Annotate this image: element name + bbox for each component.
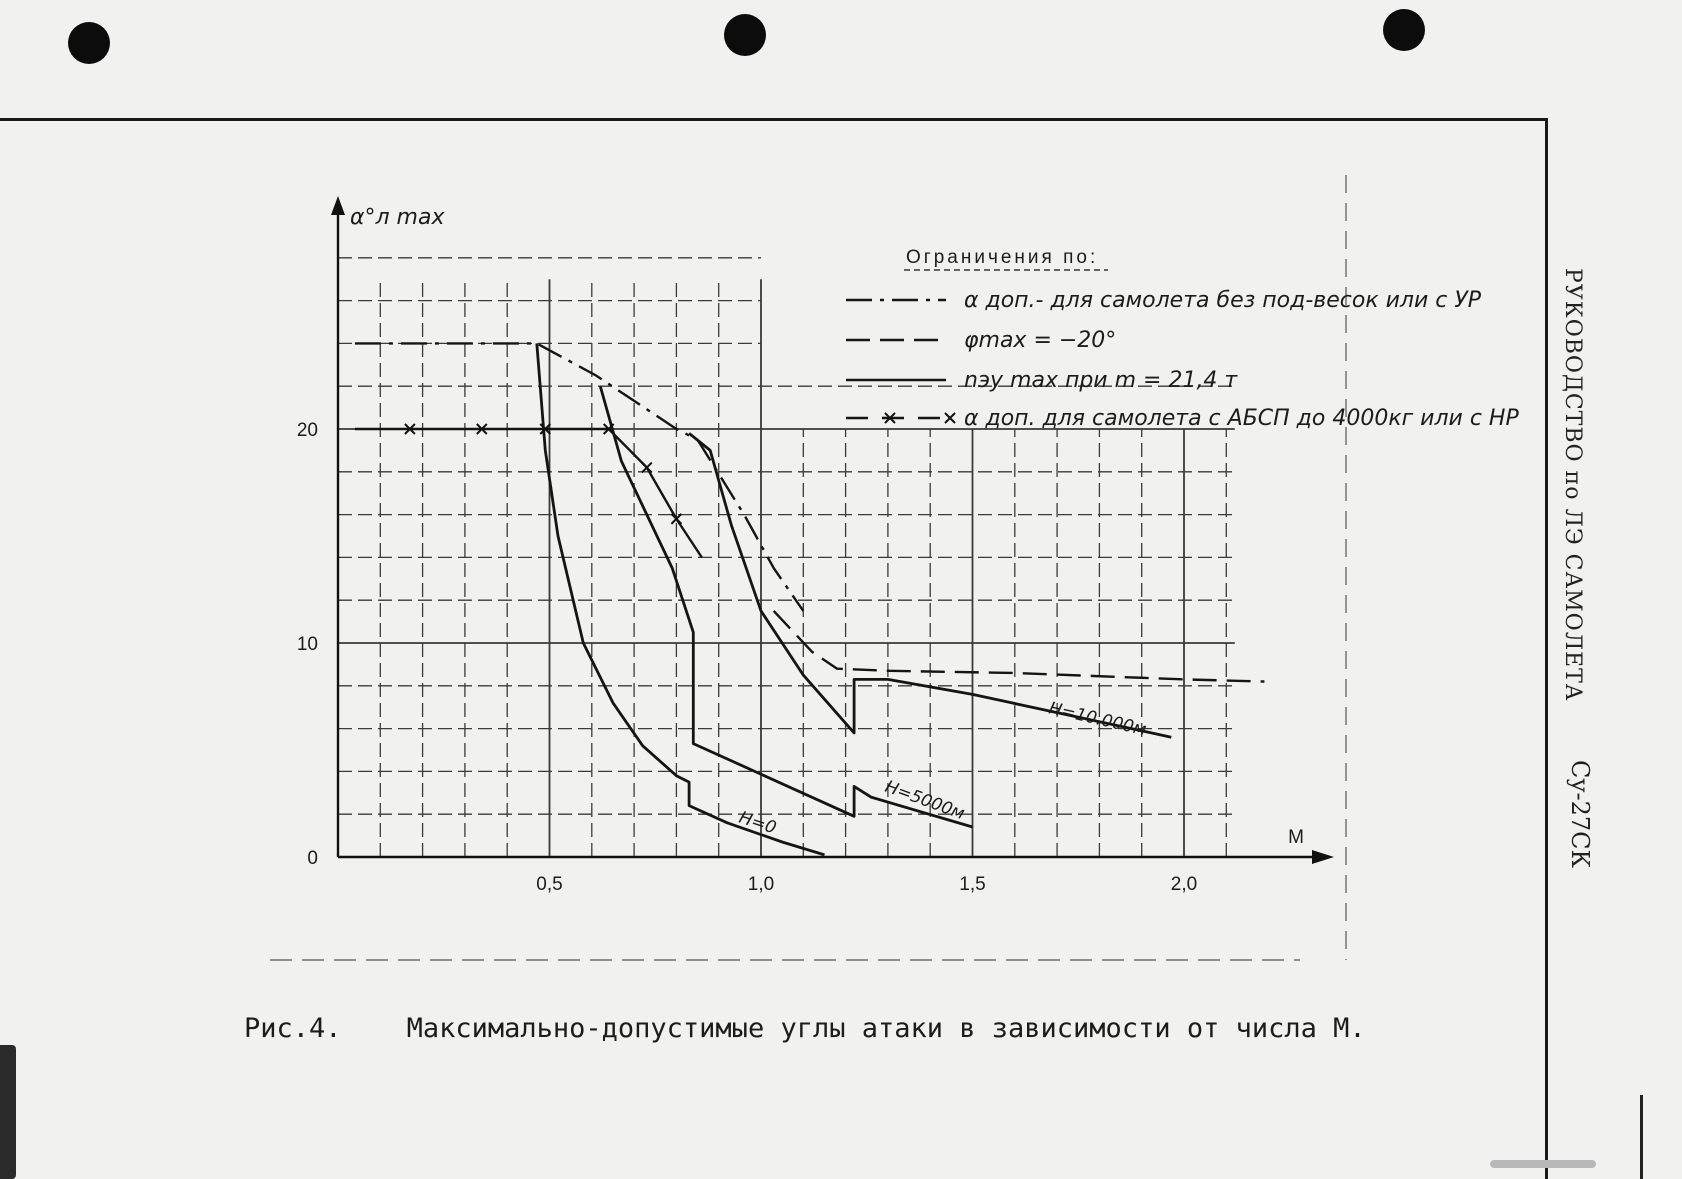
legend-entry: α доп. для самолета с АБСП до 4000кг или с НР xyxy=(964,406,1519,431)
x-tick-label: 1,5 xyxy=(959,874,986,895)
caption-text: Максимально-допустимые углы атаки в зависимости от числа М. xyxy=(406,1013,1366,1044)
legend-entry: α доп.- для самолета без под-весок или с УР xyxy=(964,288,1482,313)
corner-rule xyxy=(1640,1095,1643,1179)
y-axis-arrow xyxy=(331,196,345,215)
cross-marker xyxy=(642,463,652,473)
legend-title: Ограничения по: xyxy=(906,247,1099,268)
legend-cross xyxy=(945,413,955,423)
y-tick-label: 0 xyxy=(307,848,318,869)
legend-entry: φmax = −20° xyxy=(964,328,1117,353)
chart-annotations xyxy=(736,698,1148,838)
caption-label: Рис.4. xyxy=(244,1013,342,1044)
series-h-0 xyxy=(537,343,825,855)
series-annotation: H=10.000м xyxy=(1046,698,1149,741)
page-edge-mark xyxy=(0,1045,16,1179)
side-code: Су-27СК xyxy=(1566,760,1594,869)
x-axis-label: M xyxy=(1288,827,1304,848)
scroll-handle[interactable] xyxy=(1490,1160,1596,1168)
y-tick-label: 10 xyxy=(296,634,318,655)
series-dashed xyxy=(774,611,1265,682)
x-tick-label: 2,0 xyxy=(1170,874,1198,895)
legend-entry: nэy max при m = 21,4 т xyxy=(964,368,1238,393)
x-axis-arrow xyxy=(1312,850,1334,864)
figure-caption xyxy=(244,1013,1366,1044)
chart-legend xyxy=(846,247,1519,431)
y-tick-label: 20 xyxy=(296,420,318,441)
series-h-5000- xyxy=(600,386,972,827)
series-cross xyxy=(355,429,702,557)
series-annotation: H=0 xyxy=(736,807,779,839)
side-title: РУКОВОДСТВО по ЛЭ САМОЛЕТА xyxy=(1560,268,1585,702)
y-axis-label: α°л max xyxy=(350,205,445,230)
x-tick-label: 1,0 xyxy=(747,874,775,895)
series-annotation: H=5000м xyxy=(882,776,968,825)
x-tick-label: 0,5 xyxy=(536,874,563,895)
